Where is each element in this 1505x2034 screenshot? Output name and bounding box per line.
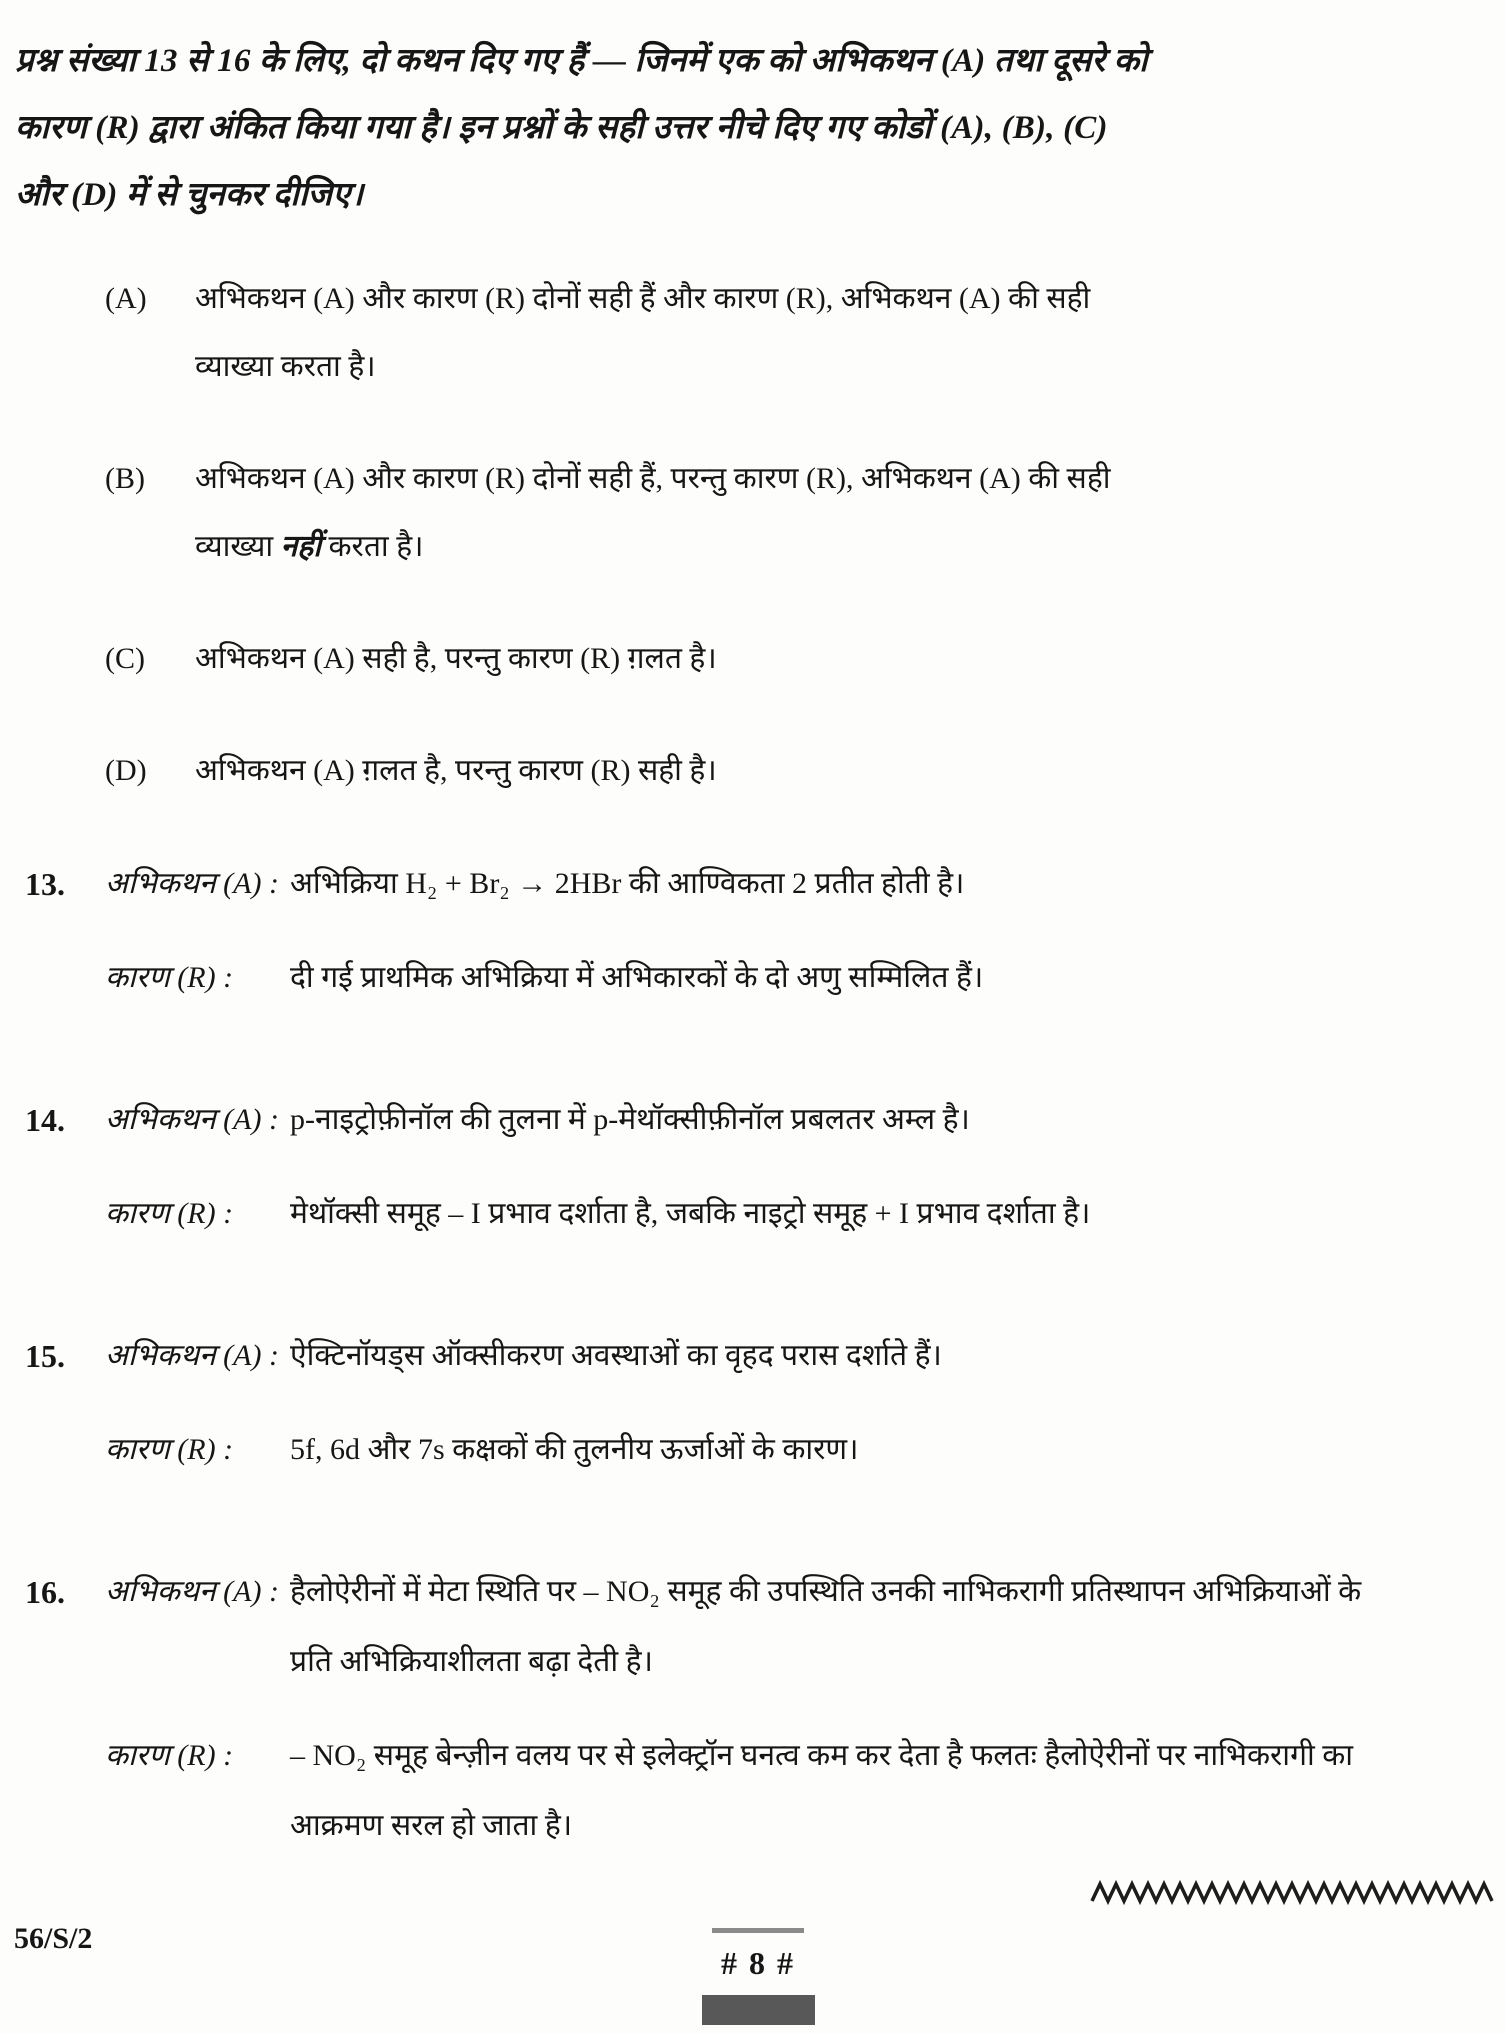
- option-text: अभिकथन (A) सही है, परन्तु कारण (R) ग़लत है।: [195, 642, 717, 675]
- reason-row: [105, 943, 1505, 1013]
- option-label: (C): [105, 642, 145, 675]
- option-text-before: अभिकथन (A) और कारण (R) दोनों सही हैं, परन्तु कारण (R), अभिकथन (A) की सही व्याख्या: [195, 462, 1111, 563]
- question-body: [105, 1085, 1505, 1273]
- reason-text: 5f, 6d और 7s कक्षकों की तुलनीय ऊर्जाओं के कारण।: [290, 1433, 859, 1466]
- question-16: [0, 1557, 1505, 1885]
- reason-row: [105, 1721, 1505, 1861]
- option-text: अभिकथन (A) और कारण (R) दोनों सही हैं और कारण (R), अभिकथन (A) की सही व्याख्या करता है।: [195, 282, 1091, 383]
- question-number: 15.: [25, 1338, 65, 1374]
- page-number-block: [700, 1928, 816, 2025]
- question-body: [105, 1321, 1505, 1509]
- option-text: [195, 445, 1160, 581]
- option-text-emphasis: नहीं: [280, 530, 322, 563]
- question-number: 13.: [25, 866, 65, 902]
- page-number: # 8 #: [721, 1945, 795, 1981]
- reason-label: कारण (R) :: [105, 1739, 234, 1772]
- assertion-row: [105, 1321, 1505, 1391]
- assertion-label: अभिकथन (A) :: [105, 1339, 279, 1372]
- paper-code: 56/S/2: [14, 1922, 93, 1955]
- assertion-row: [105, 1085, 1505, 1155]
- instructions-line: और (D) में से चुनकर दीजिए।: [15, 177, 364, 213]
- question-15: [0, 1321, 1505, 1509]
- assertion-text: अभिक्रिया H₂ + Br₂ → 2HBr की आण्विकता 2 प्रतीत होती है।: [290, 867, 965, 900]
- assertion-label: अभिकथन (A) :: [105, 867, 279, 900]
- option-c: [105, 625, 1505, 693]
- instructions-line: प्रश्न संख्या 13 से 16 के लिए, दो कथन दिए गए हैं — जिनमें एक को अभिकथन (A) तथा दूसरे को: [15, 43, 1148, 79]
- reason-label: कारण (R) :: [105, 1197, 234, 1230]
- question-body: [105, 849, 1505, 1037]
- reason-text: दी गई प्राथमिक अभिक्रिया में अभिकारकों के दो अणु सम्मिलित हैं।: [290, 961, 984, 994]
- question-number: 16.: [25, 1574, 65, 1610]
- assertion-label: अभिकथन (A) :: [105, 1575, 279, 1608]
- reason-text: मेथॉक्सी समूह – I प्रभाव दर्शाता है, जबकि नाइट्रो समूह + I प्रभाव दर्शाता है।: [290, 1197, 1091, 1230]
- option-label: (D): [105, 754, 147, 787]
- question-list: [0, 849, 1505, 1885]
- assertion-label: अभिकथन (A) :: [105, 1103, 279, 1136]
- option-label: (B): [105, 462, 145, 495]
- reason-label: कारण (R) :: [105, 1433, 234, 1466]
- reason-row: [105, 1179, 1505, 1249]
- wavy-line-icon: [1090, 1876, 1505, 1906]
- assertion-text: हैलोऐरीनों में मेटा स्थिति पर – NO₂ समूह की उपस्थिति उनकी नाभिकरागी प्रतिस्थापन अभिक्रियाओं के प्रति अभिक्रियाशीलता बढ़ा देती है।: [290, 1575, 1362, 1678]
- question-14: [0, 1085, 1505, 1273]
- page-number-rule: [712, 1928, 804, 1933]
- reason-label: कारण (R) :: [105, 961, 234, 994]
- instructions-paragraph: [15, 28, 1410, 229]
- assertion-text: ऐक्टिनॉयड्स ऑक्सीकरण अवस्थाओं का वृहद परास दर्शाते हैं।: [290, 1339, 942, 1372]
- footer-grey-block: [702, 1995, 815, 2025]
- option-d: [105, 737, 1505, 805]
- option-a: [105, 265, 1505, 401]
- question-number: 14.: [25, 1102, 65, 1138]
- answer-code-options: [105, 265, 1505, 805]
- question-body: [105, 1557, 1505, 1885]
- reason-text: – NO₂ समूह बेन्ज़ीन वलय पर से इलेक्ट्रॉन घनत्व कम कर देता है फलतः हैलोऐरीनों पर नाभिकरागी का आक्रमण सरल हो जाता है।: [290, 1739, 1354, 1842]
- assertion-row: [105, 1557, 1505, 1697]
- assertion-row: [105, 849, 1505, 919]
- option-text: अभिकथन (A) ग़लत है, परन्तु कारण (R) सही है।: [195, 754, 717, 787]
- instructions-line: कारण (R) द्वारा अंकित किया गया है। इन प्रश्नों के सही उत्तर नीचे दिए गए कोडों (A), (B), (C): [15, 110, 1108, 146]
- option-b: [105, 445, 1505, 581]
- reason-row: [105, 1415, 1505, 1485]
- assertion-text: p-नाइट्रोफ़ीनॉल की तुलना में p-मेथॉक्सीफ़ीनॉल प्रबलतर अम्ल है।: [290, 1103, 970, 1136]
- question-13: [0, 849, 1505, 1037]
- option-text-after: करता है।: [321, 530, 424, 563]
- option-label: (A): [105, 282, 147, 315]
